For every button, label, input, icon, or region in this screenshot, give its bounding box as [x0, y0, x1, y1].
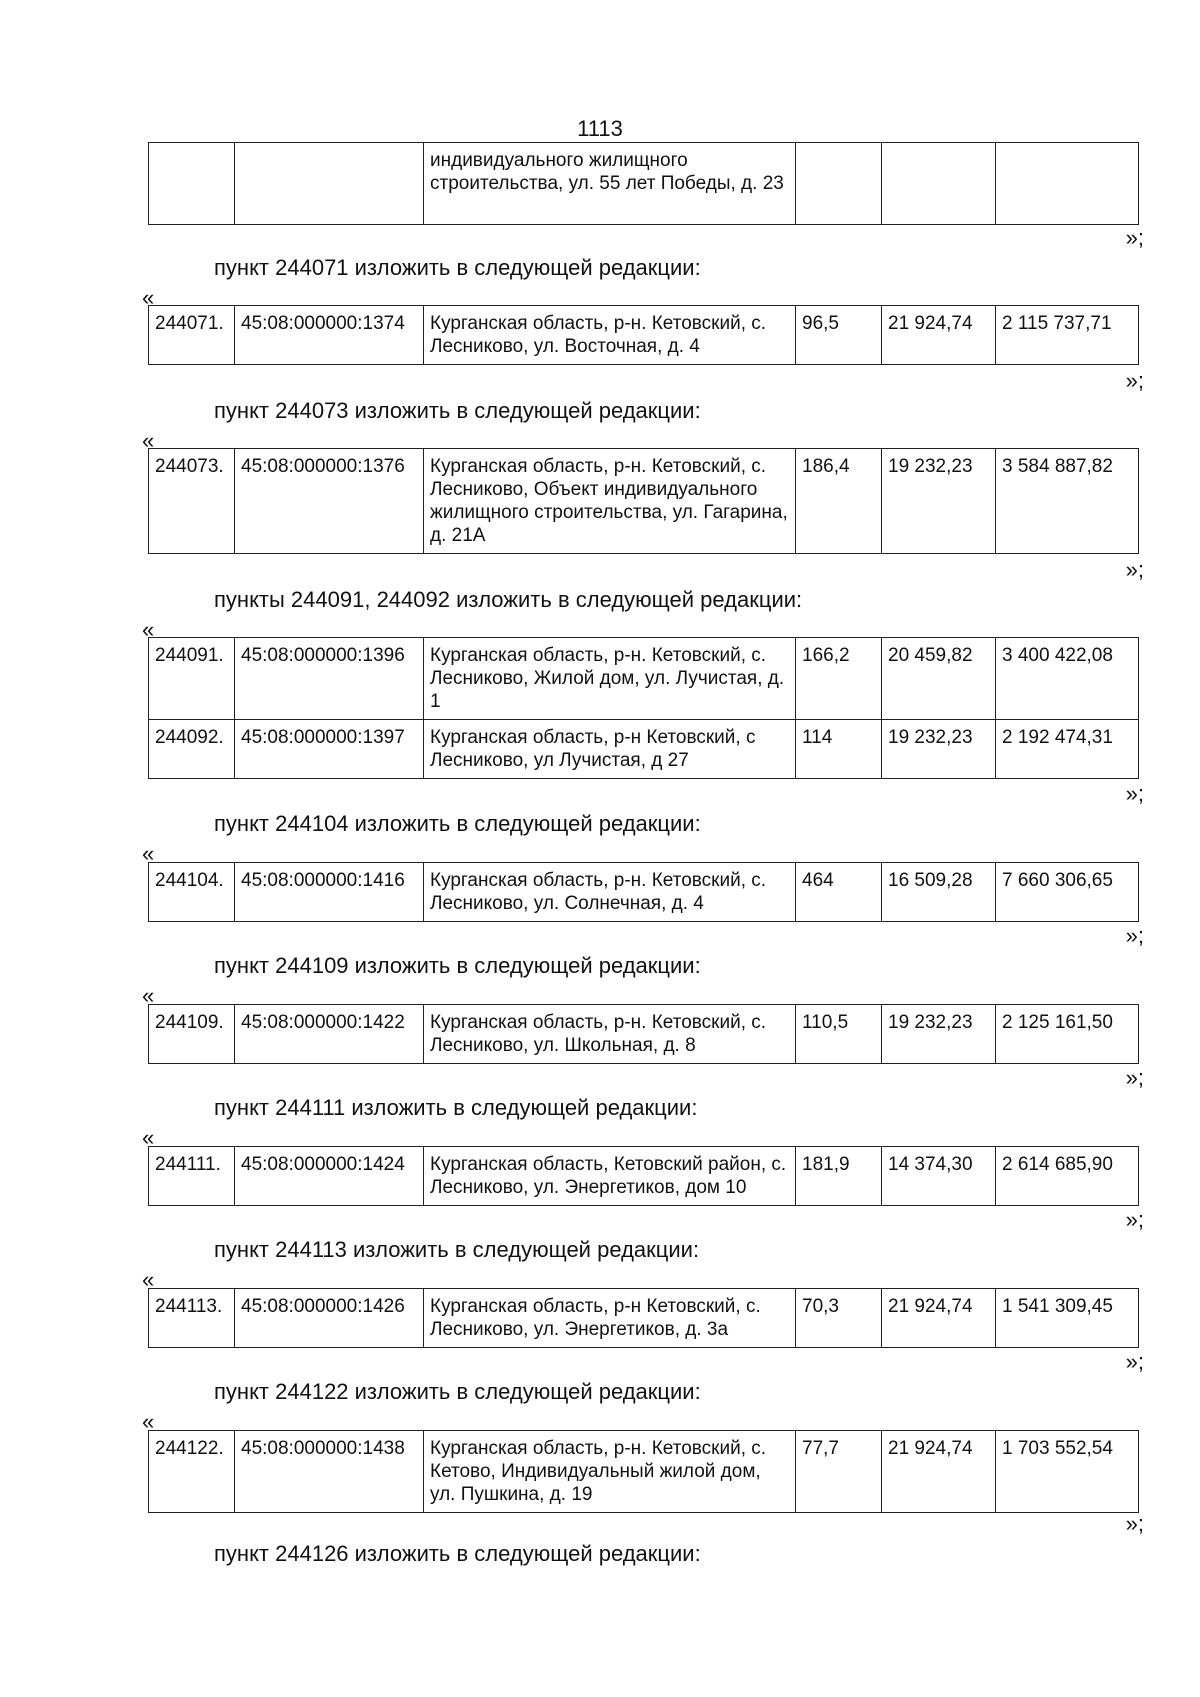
cadastral-number-cell: 45:08:000000:1397 — [235, 720, 424, 779]
rate-cell: 20 459,82 — [882, 638, 996, 720]
closing-quote: »; — [1125, 368, 1144, 393]
amendment-instruction: пункт 244109 изложить в следующей редакции: — [214, 953, 701, 978]
cadastral-number-cell: 45:08:000000:1438 — [235, 1431, 424, 1513]
address-cell: Курганская область, р-н Кетовский, с. Лесниково, ул. Энергетиков, д. 3а — [424, 1289, 796, 1348]
table-row — [149, 1005, 1139, 1064]
continuation-table — [148, 142, 1138, 225]
amendment-instruction: пункт 244113 изложить в следующей редакции: — [214, 1237, 700, 1262]
value-cell: 2 115 737,71 — [996, 306, 1139, 365]
address-cell: Курганская область, р-н. Кетовский, с. Лесниково, ул. Школьная, д. 8 — [424, 1005, 796, 1064]
area-cell: 114 — [796, 720, 882, 779]
row-number-cell: 244113. — [149, 1289, 235, 1348]
table-row — [149, 720, 1139, 779]
address-cell: Курганская область, р-н. Кетовский, с. Лесниково, Объект индивидуального жилищного строительства, ул. Гагарина, д. 21А — [424, 449, 796, 554]
amendment-instruction: пункты 244091, 244092 изложить в следующей редакции: — [214, 587, 803, 612]
record-table — [148, 862, 1138, 922]
opening-quote: « — [142, 428, 155, 453]
row-number-cell: 244092. — [149, 720, 235, 779]
closing-quote: »; — [1125, 1511, 1144, 1536]
rate-cell: 19 232,23 — [882, 449, 996, 554]
address-cell: Курганская область, р-н. Кетовский, с. Кетово, Индивидуальный жилой дом, ул. Пушкина, д. 19 — [424, 1431, 796, 1513]
area-cell — [796, 143, 882, 225]
cadastral-number-cell: 45:08:000000:1416 — [235, 863, 424, 922]
value-cell: 3 400 422,08 — [996, 638, 1139, 720]
rate-cell — [882, 143, 996, 225]
opening-quote: « — [142, 1267, 155, 1292]
final-instruction: пункт 244126 изложить в следующей редакции: — [214, 1541, 701, 1566]
amendment-instruction: пункт 244073 изложить в следующей редакции: — [214, 398, 701, 423]
record-table — [148, 448, 1138, 554]
rate-cell: 19 232,23 — [882, 1005, 996, 1064]
row-number-cell: 244104. — [149, 863, 235, 922]
rate-cell: 19 232,23 — [882, 720, 996, 779]
opening-quote: « — [142, 841, 155, 866]
value-cell: 1 703 552,54 — [996, 1431, 1139, 1513]
amendment-instruction: пункт 244111 изложить в следующей редакции: — [214, 1095, 698, 1120]
cadastral-number-cell: 45:08:000000:1374 — [235, 306, 424, 365]
table-row — [149, 449, 1139, 554]
amendment-instruction: пункт 244104 изложить в следующей редакции: — [214, 811, 701, 836]
area-cell: 110,5 — [796, 1005, 882, 1064]
address-cell: Курганская область, р-н. Кетовский, с. Лесниково, Жилой дом, ул. Лучистая, д. 1 — [424, 638, 796, 720]
rate-cell: 21 924,74 — [882, 1431, 996, 1513]
amendment-instruction: пункт 244122 изложить в следующей редакции: — [214, 1379, 701, 1404]
record-table — [148, 637, 1138, 779]
rate-cell: 21 924,74 — [882, 306, 996, 365]
opening-quote: « — [142, 285, 155, 310]
record-table — [148, 1430, 1138, 1513]
row-number-cell: 244073. — [149, 449, 235, 554]
cadastral-number-cell: 45:08:000000:1396 — [235, 638, 424, 720]
closing-quote: »; — [1125, 225, 1144, 250]
area-cell: 96,5 — [796, 306, 882, 365]
value-cell: 2 614 685,90 — [996, 1147, 1139, 1206]
record-table — [148, 1146, 1138, 1206]
record-table — [148, 1004, 1138, 1064]
area-cell: 166,2 — [796, 638, 882, 720]
value-cell: 1 541 309,45 — [996, 1289, 1139, 1348]
row-number-cell: 244091. — [149, 638, 235, 720]
amendment-instruction: пункт 244071 изложить в следующей редакции: — [214, 255, 701, 280]
value-cell: 2 192 474,31 — [996, 720, 1139, 779]
table-row — [149, 863, 1139, 922]
area-cell: 186,4 — [796, 449, 882, 554]
row-number-cell: 244071. — [149, 306, 235, 365]
row-number-cell: 244111. — [149, 1147, 235, 1206]
address-cell: индивидуального жилищного строительства, ул. 55 лет Победы, д. 23 — [424, 143, 796, 225]
closing-quote: »; — [1125, 1207, 1144, 1232]
area-cell: 77,7 — [796, 1431, 882, 1513]
closing-quote: »; — [1125, 1065, 1144, 1090]
table-row — [149, 638, 1139, 720]
opening-quote: « — [142, 983, 155, 1008]
value-cell: 7 660 306,65 — [996, 863, 1139, 922]
opening-quote: « — [142, 1409, 155, 1434]
cadastral-number-cell — [235, 143, 424, 225]
opening-quote: « — [142, 1125, 155, 1150]
cadastral-number-cell: 45:08:000000:1422 — [235, 1005, 424, 1064]
closing-quote: »; — [1125, 923, 1144, 948]
page-number: 1113 — [577, 116, 623, 141]
row-number-cell — [149, 143, 235, 225]
area-cell: 181,9 — [796, 1147, 882, 1206]
value-cell — [996, 143, 1139, 225]
record-table — [148, 1288, 1138, 1348]
cadastral-number-cell: 45:08:000000:1424 — [235, 1147, 424, 1206]
cadastral-number-cell: 45:08:000000:1376 — [235, 449, 424, 554]
closing-quote: »; — [1125, 1349, 1144, 1374]
address-cell: Курганская область, р-н. Кетовский, с. Лесниково, ул. Солнечная, д. 4 — [424, 863, 796, 922]
table-row — [149, 306, 1139, 365]
rate-cell: 14 374,30 — [882, 1147, 996, 1206]
closing-quote: »; — [1125, 781, 1144, 806]
row-number-cell: 244122. — [149, 1431, 235, 1513]
value-cell: 3 584 887,82 — [996, 449, 1139, 554]
table-row — [149, 1147, 1139, 1206]
record-table — [148, 305, 1138, 365]
address-cell: Курганская область, Кетовский район, с. Лесниково, ул. Энергетиков, дом 10 — [424, 1147, 796, 1206]
rate-cell: 16 509,28 — [882, 863, 996, 922]
row-number-cell: 244109. — [149, 1005, 235, 1064]
opening-quote: « — [142, 617, 155, 642]
cadastral-number-cell: 45:08:000000:1426 — [235, 1289, 424, 1348]
address-cell: Курганская область, р-н. Кетовский, с. Лесниково, ул. Восточная, д. 4 — [424, 306, 796, 365]
table-row — [149, 1289, 1139, 1348]
area-cell: 464 — [796, 863, 882, 922]
table-row — [149, 1431, 1139, 1513]
table-row — [149, 143, 1139, 225]
closing-quote: »; — [1125, 557, 1144, 582]
value-cell: 2 125 161,50 — [996, 1005, 1139, 1064]
area-cell: 70,3 — [796, 1289, 882, 1348]
address-cell: Курганская область, р-н Кетовский, с Лесниково, ул Лучистая, д 27 — [424, 720, 796, 779]
rate-cell: 21 924,74 — [882, 1289, 996, 1348]
